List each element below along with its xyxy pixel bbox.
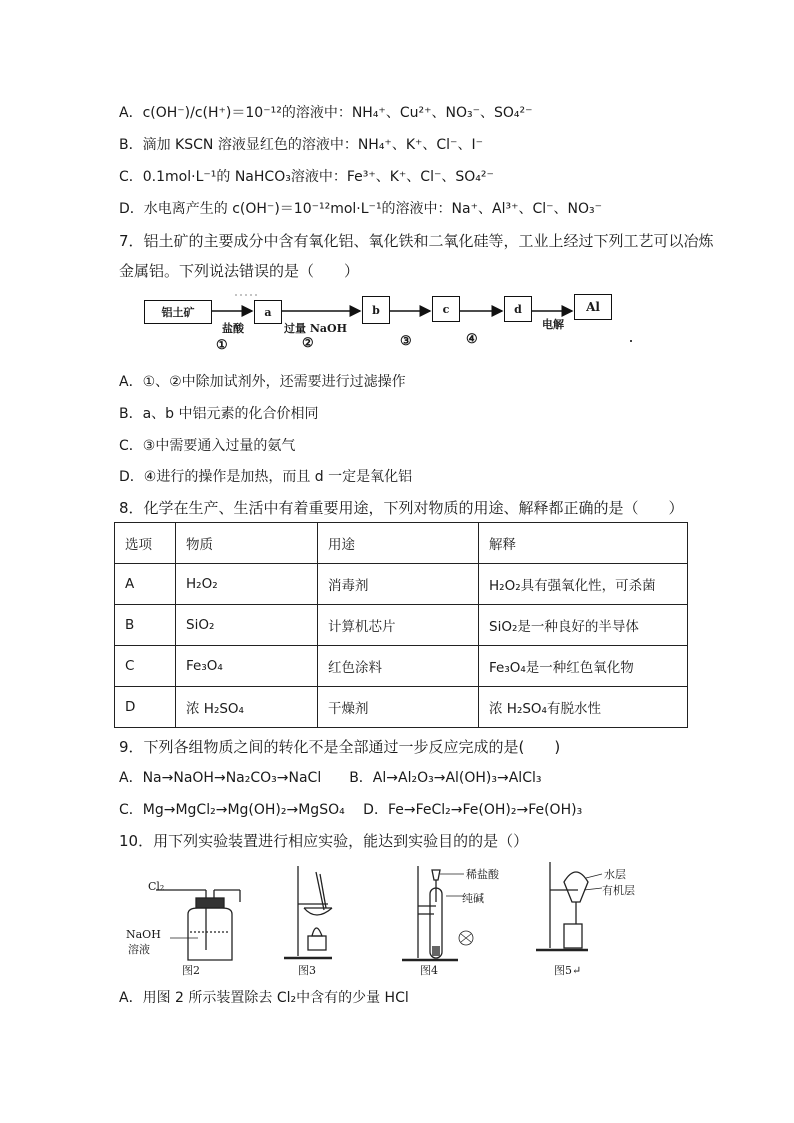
- flow-step-1: ①: [216, 338, 228, 353]
- table-cell: 浓 H₂SO₄有脱水性: [479, 687, 688, 728]
- flow-step-2: ②: [302, 336, 314, 351]
- q10-stem: 10．用下列实验装置进行相应实验，能达到实验目的的是（）: [119, 832, 529, 850]
- header-cell: 选项: [115, 523, 176, 564]
- q9-stem: 9．下列各组物质之间的转化不是全部通过一步反应完成的是( ): [119, 738, 561, 756]
- fig2-liquid-label: NaOH: [126, 928, 161, 941]
- table-cell: 红色涂料: [318, 646, 479, 687]
- fig2-caption: 图2: [182, 964, 200, 977]
- table-cell: 计算机芯片: [318, 605, 479, 646]
- q6-option-d: D．水电离产生的 c(OH⁻)＝10⁻¹²mol·L⁻¹的溶液中：Na⁺、Al³⁺、Cl⁻、NO₃⁻: [119, 201, 603, 217]
- q9-options-cd: C．Mg→MgCl₂→Mg(OH)₂→MgSO₄ D．Fe→FeCl₂→Fe(OH)₂→Fe(OH)₃: [119, 802, 583, 818]
- flow-step-4: ④: [466, 332, 478, 347]
- table-cell: Fe₃O₄是一种红色氧化物: [479, 646, 688, 687]
- table-cell: B: [115, 605, 176, 646]
- q7-option-c: C．③中需要通入过量的氨气: [119, 438, 296, 454]
- table-cell: SiO₂是一种良好的半导体: [479, 605, 688, 646]
- fig4-caption: 图4: [420, 964, 438, 977]
- fig5-water-label: 水层: [604, 868, 626, 881]
- q6-option-b: B．滴加 KSCN 溶液显红色的溶液中：NH₄⁺、K⁺、Cl⁻、I⁻: [119, 137, 483, 153]
- table-cell: C: [115, 646, 176, 687]
- flow-box-end: Al: [574, 294, 612, 320]
- table-cell: A: [115, 564, 176, 605]
- flow-reagent-5: 电解: [542, 318, 564, 331]
- fig4-acid-label: 稀盐酸: [466, 868, 499, 881]
- fig3-caption: 图3: [298, 964, 316, 977]
- table-row: [115, 605, 688, 646]
- apparatus-drawings: [118, 852, 638, 977]
- fig4-solid-label: 纯碱: [462, 892, 484, 905]
- q7-option-a: A．①、②中除加试剂外，还需要进行过滤操作: [119, 374, 406, 390]
- flow-box-start: 铝土矿: [144, 300, 212, 324]
- fig5-caption: 图5↵: [554, 964, 582, 977]
- table-cell: D: [115, 687, 176, 728]
- flow-box-b: b: [362, 296, 390, 324]
- q10-option-a: A．用图 2 所示装置除去 Cl₂中含有的少量 HCl: [119, 990, 409, 1006]
- fig2-gas-label: Cl₂: [148, 880, 165, 893]
- table-cell: 消毒剂: [318, 564, 479, 605]
- q7-stem-line2: 金属铝。下列说法错误的是（ ）: [119, 262, 360, 280]
- table-cell: 干燥剂: [318, 687, 479, 728]
- q6-option-c: C．0.1mol·L⁻¹的 NaHCO₃溶液中：Fe³⁺、K⁺、Cl⁻、SO₄²⁻: [119, 169, 494, 185]
- flow-reagent-1: 盐酸: [222, 322, 244, 335]
- flow-box-d: d: [504, 296, 532, 322]
- q7-option-b: B．a、b 中铝元素的化合价相同: [119, 406, 319, 422]
- process-flow-diagram: [140, 288, 640, 358]
- table-row: [115, 564, 688, 605]
- table-cell: H₂O₂: [176, 564, 318, 605]
- flow-step-3: ③: [400, 334, 412, 349]
- header-cell: 解释: [479, 523, 688, 564]
- table-cell: SiO₂: [176, 605, 318, 646]
- q8-stem: 8．化学在生产、生活中有着重要用途，下列对物质的用途、解释都正确的是（ ）: [119, 499, 684, 517]
- table-cell: 浓 H₂SO₄: [176, 687, 318, 728]
- flow-box-a: a: [254, 300, 282, 324]
- table-row: [115, 687, 688, 728]
- q7-stem-line1: 7．铝土矿的主要成分中含有氧化铝、氧化铁和二氧化硅等，工业上经过下列工艺可以冶炼: [119, 232, 714, 250]
- fig5-organic-label: 有机层: [602, 884, 635, 897]
- q10-figures: [118, 852, 638, 977]
- table-header-row: [115, 523, 688, 564]
- q7-option-d: D．④进行的操作是加热，而且 d 一定是氧化铝: [119, 469, 413, 485]
- table-row: [115, 646, 688, 687]
- fig2-liquid-label-2: 溶液: [128, 943, 150, 956]
- flow-arrows: [140, 288, 640, 358]
- header-cell: 用途: [318, 523, 479, 564]
- q9-options-ab: A．Na→NaOH→Na₂CO₃→NaCl B．Al→Al₂O₃→Al(OH)₃→AlCl₃: [119, 770, 542, 786]
- q6-option-a: A．c(OH⁻)/c(H⁺)＝10⁻¹²的溶液中：NH₄⁺、Cu²⁺、NO₃⁻、SO₄²⁻: [119, 105, 533, 121]
- header-cell: 物质: [176, 523, 318, 564]
- flow-reagent-2: 过量 NaOH: [284, 322, 347, 335]
- table-cell: Fe₃O₄: [176, 646, 318, 687]
- q8-table: [114, 522, 688, 728]
- flow-box-c: c: [432, 296, 460, 322]
- table-cell: H₂O₂具有强氧化性，可杀菌: [479, 564, 688, 605]
- stray-dot: [630, 340, 632, 342]
